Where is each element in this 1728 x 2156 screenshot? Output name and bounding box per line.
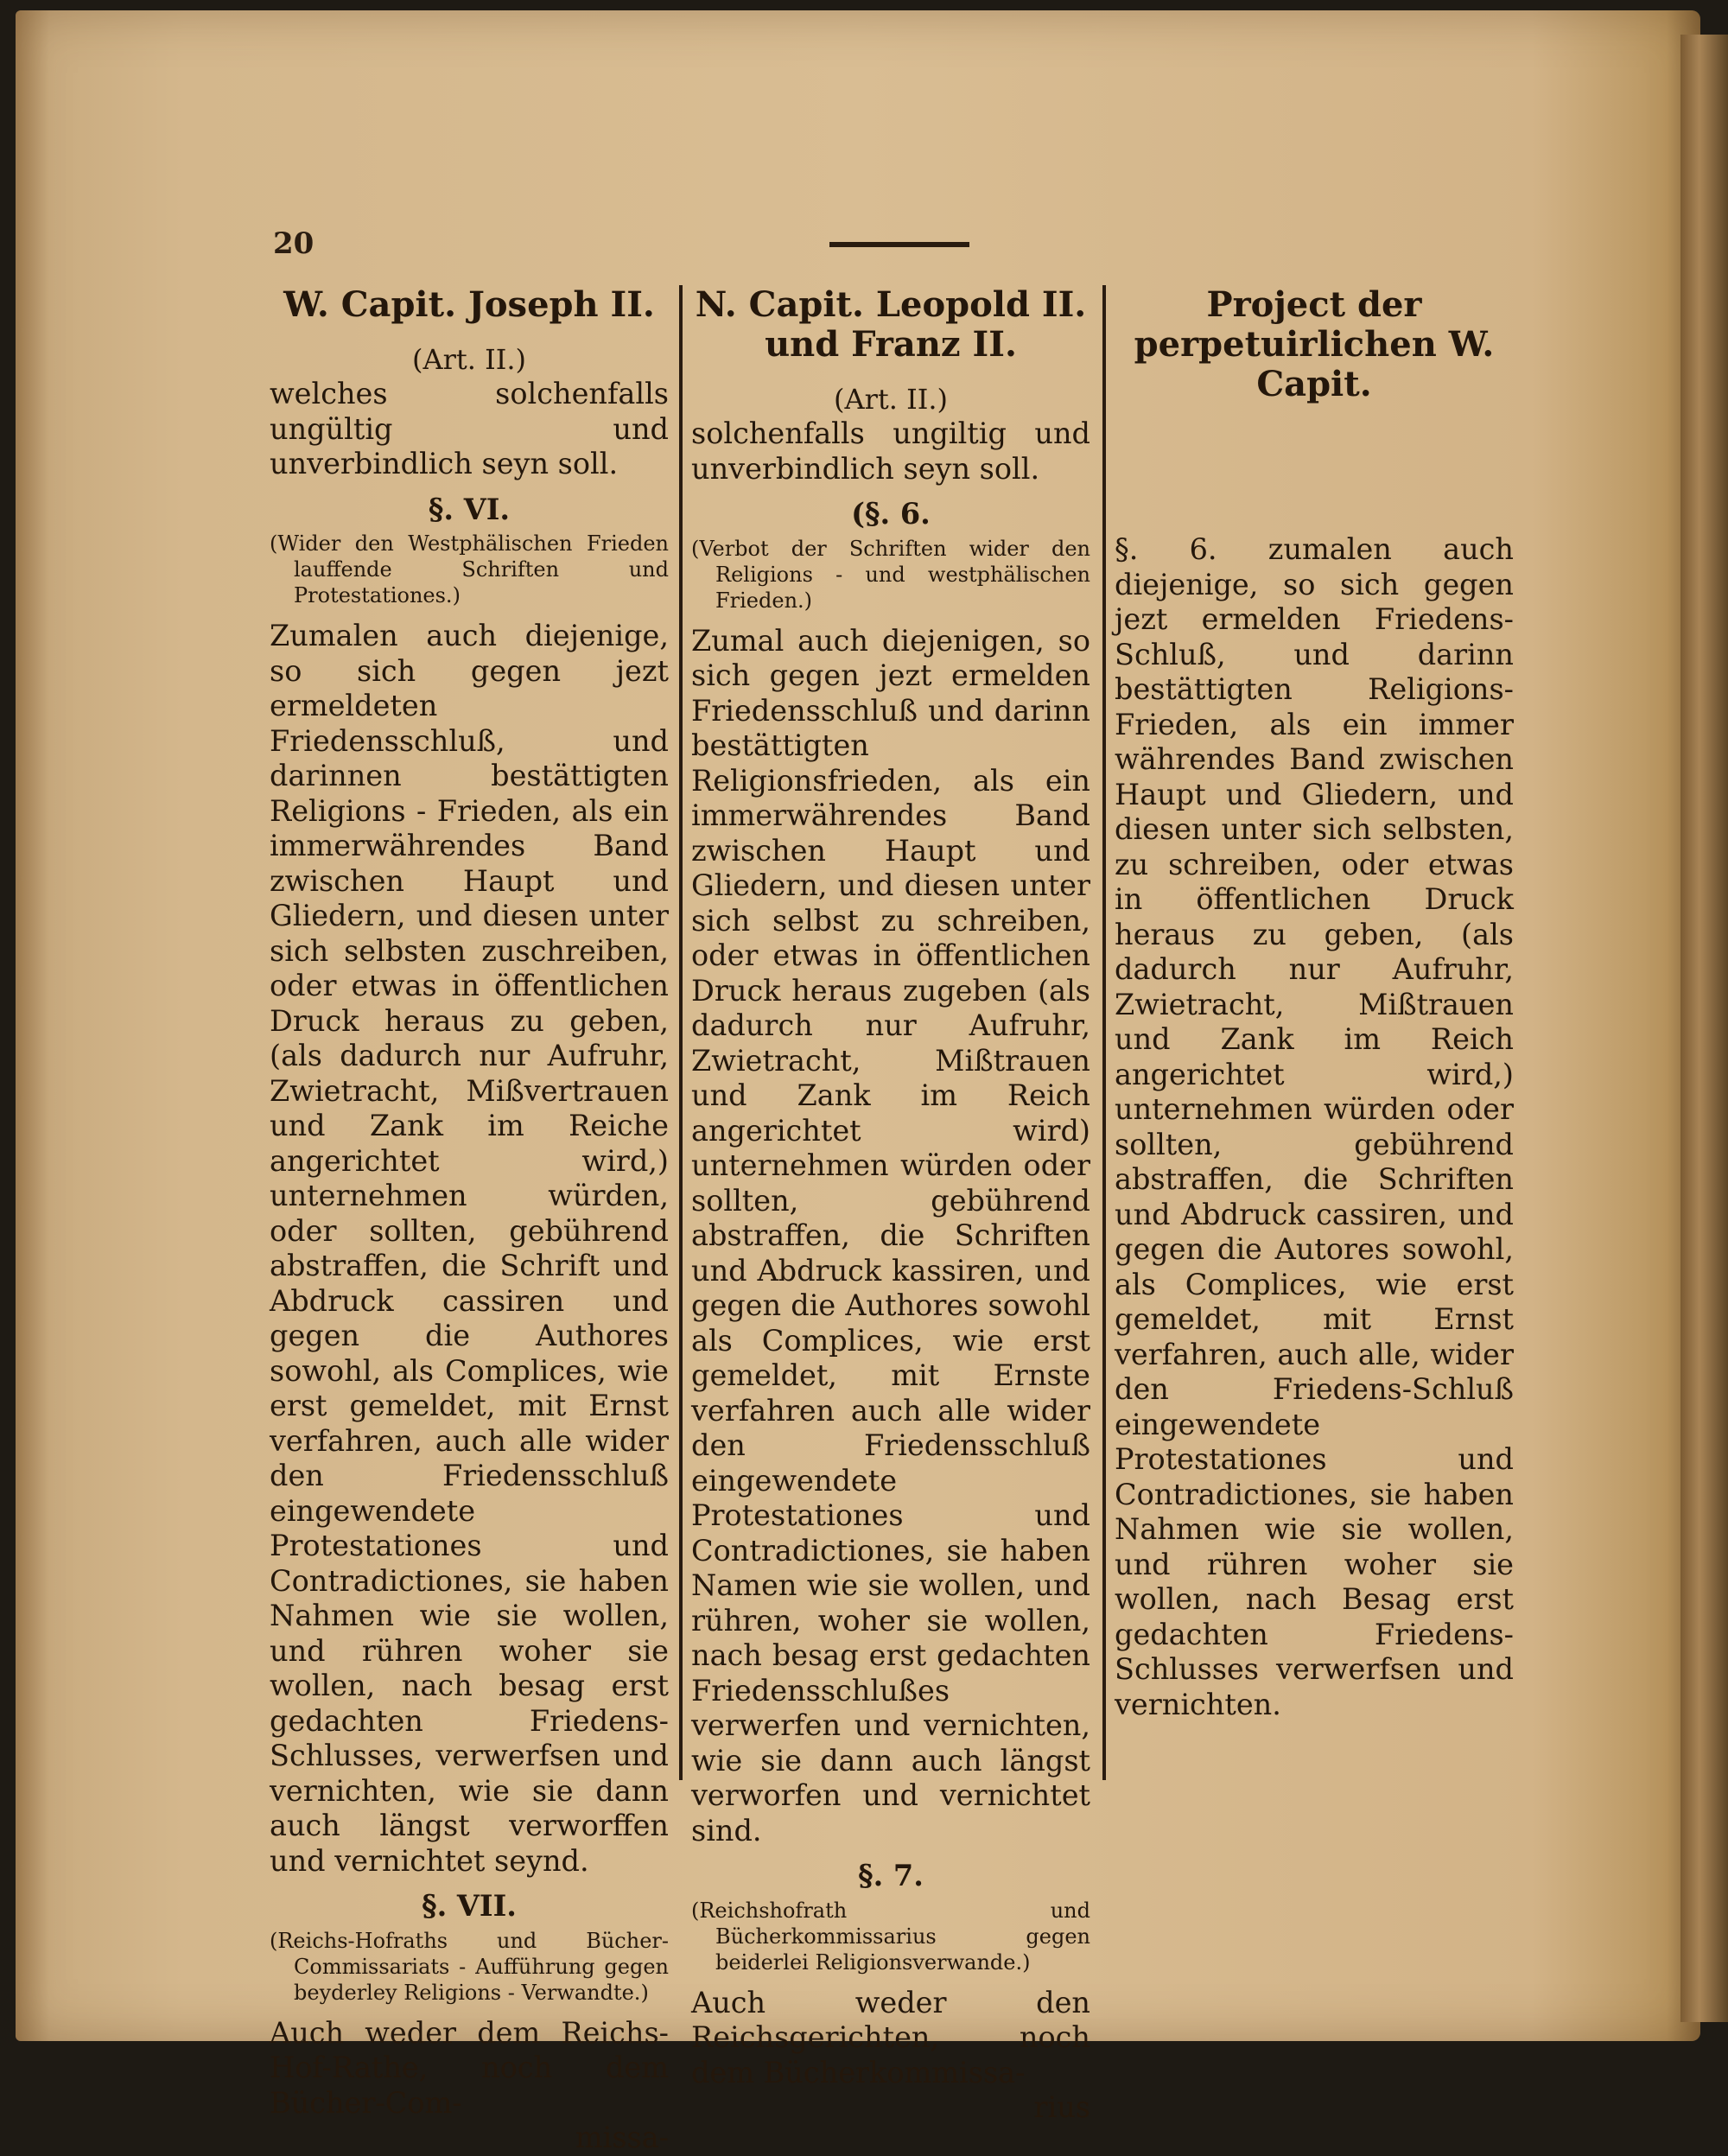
column-perpetual-project [1115, 285, 1514, 1722]
section-text: Zumal auch diejenigen, so sich gegen jezt ermelden Friedensschluß und darinn bestättigten Religionsfrieden, als ein immerwährendes Band zwischen Haupt und Gliedern, und diesen unter sich selbst zu schreiben, oder etwas in öffentlichen Druck heraus zugeben (als dadurch nur Aufruhr, Zwietracht, Mißtrauen und Zank im Reich angerichtet wird) unternehmen würden oder sollten, gebührend abstraffen, die Schriften und Abdruck kassiren, und gegen die Authores sowohl als Complices, wie erst gemeldet, mit Ernste verfahren auch alle wider den Friedensschluß eingewendete Protestationes und Contradictiones, sie haben Namen wie sie wollen, und rühren, woher sie wollen, nach besag erst gedachten Friedensschlußes verwerfen und vernichten, wie sie dann auch längst verworfen und vernichtet sind. [691, 623, 1090, 1848]
section-heading: (§. 6. [851, 497, 931, 531]
column-title: N. Capit. Leopold II. und Franz II. [695, 284, 1087, 365]
header-rule [829, 242, 969, 247]
column-title: W. Capit. Joseph II. [283, 284, 655, 325]
section-text: Auch weder dem Reichs-Hof-Rathe, noch dem Bücher-Com- [270, 2015, 669, 2120]
section-heading: §. VI. [428, 492, 511, 526]
section-note: (Reichshofrath und Bücherkommissarius gegen beiderlei Religionsverwande.) [691, 1898, 1090, 1975]
column-joseph-ii [270, 285, 669, 2156]
column-leopold-franz-ii [691, 285, 1090, 2126]
section-note: (Wider den Westphälischen Frieden lauffende Schriften und Protestationes.) [270, 531, 669, 607]
article-ref: (Art. II.) [833, 383, 949, 416]
column-divider [1102, 285, 1106, 1780]
article-ref: (Art. II.) [411, 343, 527, 376]
catchword: rius [1033, 2090, 1090, 2124]
section-heading: §. VII. [422, 1889, 517, 1923]
section-text: Zumalen auch diejenige, so sich gegen jezt ermeldeten Friedensschluß, und darinnen bestättigten Religions - Frieden, als ein immerwährendes Band zwischen Haupt und Gliedern, und diesen unter sich selbsten zuschreiben, oder etwas in öffentlichen Druck heraus zu geben, (als dadurch nur Aufruhr, Zwietracht, Mißvertrauen und Zank im Reiche angerichtet wird,) unternehmen würden, oder sollten, gebührend abstraffen, die Schrift und Abdruck cassiren und gegen die Authores sowohl, als Complices, wie erst gemeldet, mit Ernst verfahren, auch alle wider den Friedensschluß eingewendete Protestationes und Contradictiones, sie haben Nahmen wie sie wollen, und rühren woher sie wollen, nach besag erst gedachten Friedens-Schlusses, verwerfsen und vernichten, wie sie dann auch längst verworffen und vernichtet seynd. [270, 619, 669, 1878]
section-note: (Reichs-Hofraths und Bücher-Commissariats - Aufführung gegen beyderley Religions - Verwandte.) [270, 1928, 669, 2005]
column-divider [679, 285, 683, 1780]
section-text: Auch weder den Reichsgerichten, noch dem Bücherkommissa- [691, 1985, 1090, 2089]
article-text: welches solchenfalls ungültig und unverbindlich seyn soll. [270, 377, 669, 480]
page-number: 20 [273, 226, 314, 261]
page-edge [1680, 35, 1728, 2022]
column-title: Project der perpetuirlichen W. Capit. [1134, 284, 1495, 404]
section-heading: §. 7. [858, 1859, 924, 1892]
section-text: §. 6. zumalen auch diejenige, so sich gegen jezt ermelden Friedens-Schluß, und darinn bestättigten Religions-Frieden, als ein immer währendes Band zwischen Haupt und Gliedern, und diesen unter sich selbsten, zu schreiben, oder etwas in öffentlichen Druck heraus zu geben, (als dadurch nur Aufruhr, Zwietracht, Mißtrauen und Zank im Reich angerichtet wird,) unternehmen würden oder sollten, gebührend abstraffen, die Schriften und Abdruck cassiren, und gegen die Autores sowohl, als Complices, wie erst gemeldet, mit Ernst verfahren, auch alle, wider den Friedens-Schluß eingewendete Protestationes und Contradictiones, sie haben Nahmen wie sie wollen, und rühren woher sie wollen, nach Besag erst gedachten Friedens-Schlusses verwerfsen und vernichten. [1115, 532, 1514, 1721]
section-note: (Verbot der Schriften wider den Religions - und westphälischen Frieden.) [691, 536, 1090, 613]
catchword: missa- [575, 2121, 669, 2154]
article-text: solchenfalls ungiltig und unverbindlich seyn soll. [691, 417, 1090, 486]
